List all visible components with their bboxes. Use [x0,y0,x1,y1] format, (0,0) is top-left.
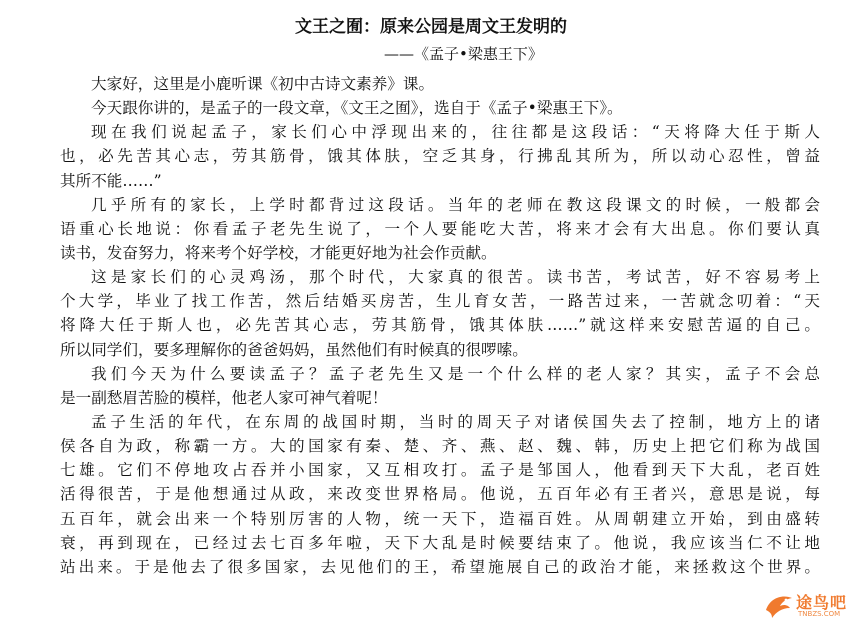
text-line: 这是家长们的心灵鸡汤，那个时代，大家真的很苦。读书苦，考试苦，好不容易考上 [91,268,820,287]
text-line: 其所不能……” [60,171,162,190]
text-line: 所以同学们，要多理解你的爸爸妈妈，虽然他们有时候真的很啰嗦。 [60,340,528,359]
text-line: 是一副愁眉苦脸的模样，他老人家可神气着呢！ [60,388,388,407]
text-line: 衰，再到现在，已经过去七百多年啦，天下大乱是时候要结束了。他说，我应该当仁不让地 [60,533,820,552]
text-line: 语重心长地说：你看孟子老先生说了，一个人要能吃大苦，将来才会有大出息。你们要认真 [60,219,820,238]
watermark-name: 途鸟吧 [796,593,848,612]
bird-logo-icon [762,588,796,622]
document-title: 文王之囿：原来公园是周文王发明的 [295,17,567,37]
watermark-url: TNBZS.COM [798,610,841,618]
text-line: 现在我们说起孟子，家长们心中浮现出来的，往往都是这段话：“天将降大任于斯人 [91,123,820,142]
text-line: 个大学，毕业了找工作苦，然后结婚买房苦，生儿育女苦，一路苦过来，一苦就念叨着：“天 [60,292,820,311]
text-line: 侯各自为政，称霸一方。大的国家有秦、楚、齐、燕、赵、魏、韩，历史上把它们称为战国 [60,437,820,456]
text-line: 五百年，就会出来一个特别厉害的人物，统一天下，造福百姓。从周朝建立开始，到由盛转 [60,509,820,528]
text-line: 也，必先苦其心志，劳其筋骨，饿其体肤，空乏其身，行拂乱其所为，所以动心忍性，曾益 [60,147,820,166]
text-line: 活得很苦，于是他想通过从政，来改变世界格局。他说，五百年必有王者兴，意思是说，每 [60,485,820,504]
text-line: 七雄。它们不停地攻占吞并小国家，又互相攻打。孟子是邹国人，他看到天下大乱，老百姓 [60,461,820,480]
watermark [758,588,854,622]
document-body [60,72,820,579]
text-line: 将降大任于斯人也，必先苦其心志，劳其筋骨，饿其体肤……”就这样来安慰苦逼的自己。 [60,316,820,335]
text-line: 我们今天为什么要读孟子？孟子老先生又是一个什么样的老人家？其实，孟子不会总 [91,364,820,383]
text-line: 读书，发奋努力，将来考个好学校，才能更好地为社会作贡献。 [60,243,497,262]
text-line: 站出来。于是他去了很多国家，去见他们的王，希望施展自己的政治才能，来拯救这个世界。 [60,557,820,576]
text-line: 今天跟你讲的，是孟子的一段文章，《文王之囿》，选自于《孟子•梁惠王下》。 [91,99,623,118]
text-line: 几乎所有的家长，上学时都背过这段话。当年的老师在教这段课文的时候，一般都会 [91,195,820,214]
text-line: 孟子生活的年代，在东周的战国时期，当时的周天子对诸侯国失去了控制，地方上的诸 [91,412,820,431]
document-subtitle: ——《孟子•梁惠王下》 [384,45,543,63]
text-line: 大家好，这里是小鹿听课《初中古诗文素养》课。 [91,75,435,93]
